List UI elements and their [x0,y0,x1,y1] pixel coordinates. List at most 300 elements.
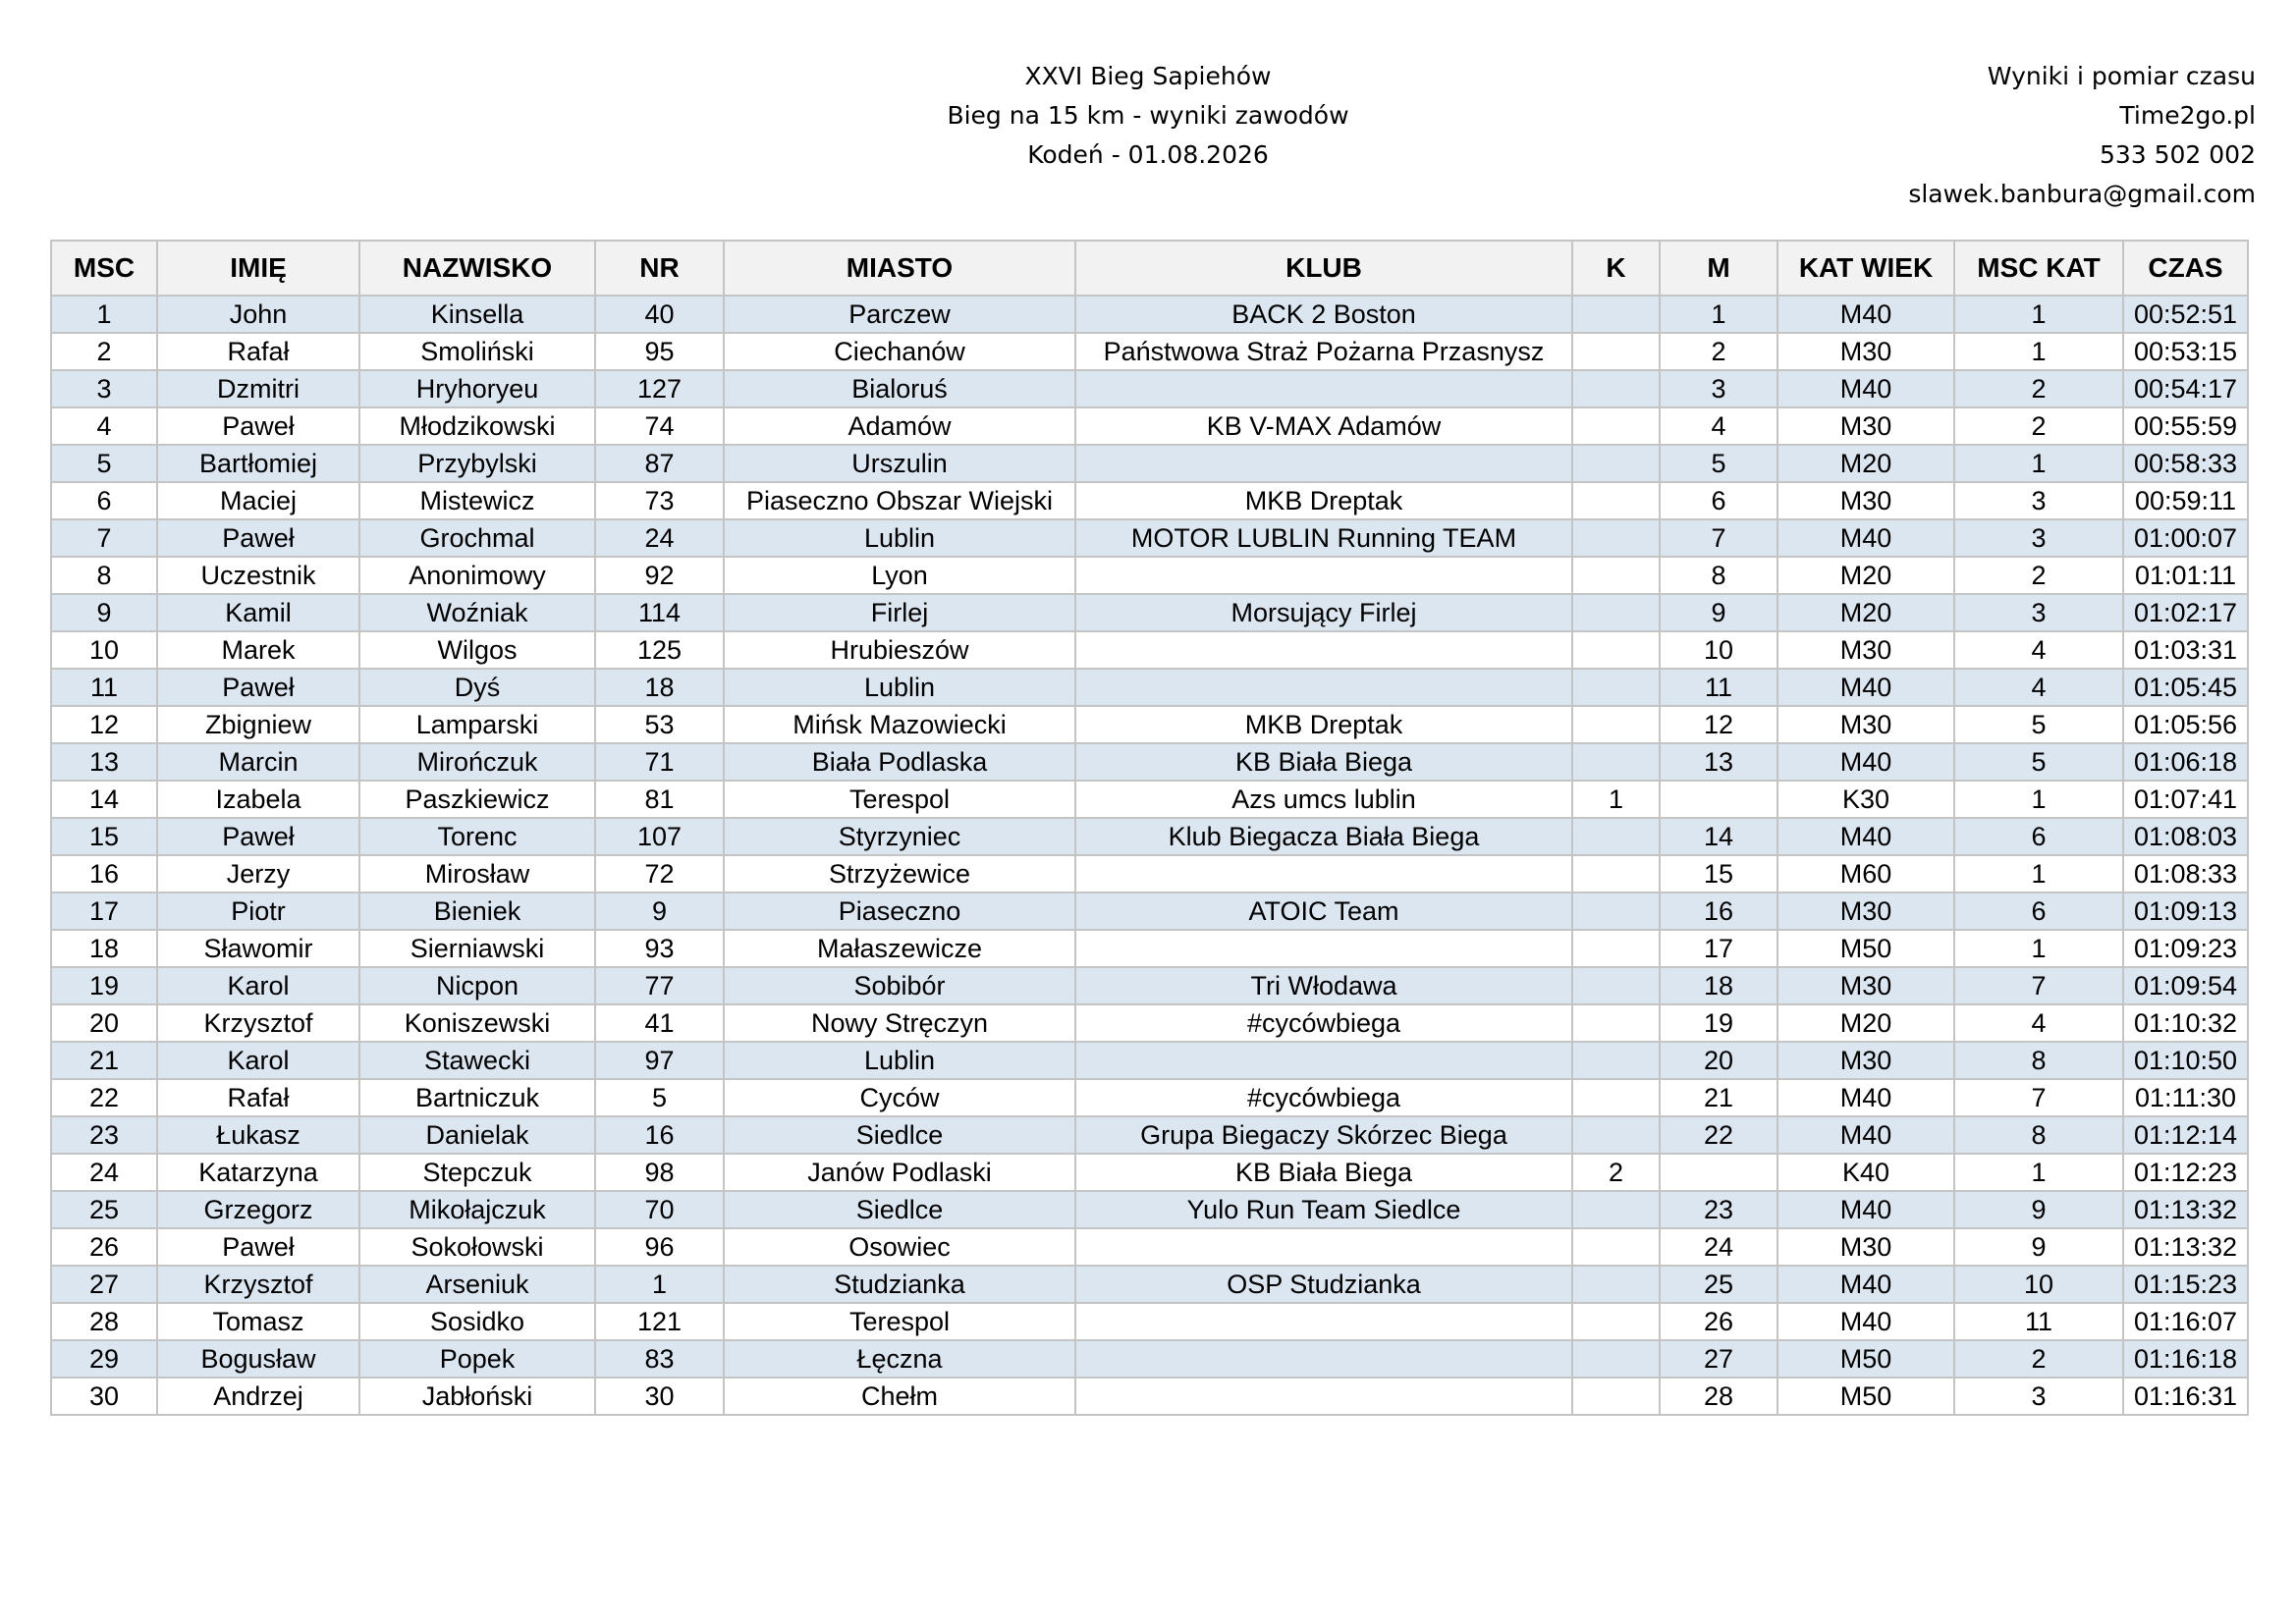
cell-k [1572,594,1660,631]
cell-msc: 17 [51,893,157,930]
cell-miasto: Firlej [724,594,1075,631]
cell-imie: Maciej [157,482,359,519]
cell-k [1572,1116,1660,1154]
cell-nr: 16 [595,1116,724,1154]
cell-nazwisko: Popek [359,1340,595,1378]
table-row [51,893,2248,930]
cell-czas: 01:16:18 [2123,1340,2248,1378]
cell-nazwisko: Wilgos [359,631,595,669]
cell-czas: 01:05:56 [2123,706,2248,743]
cell-k [1572,482,1660,519]
cell-msc: 28 [51,1303,157,1340]
cell-msc: 24 [51,1154,157,1191]
cell-czas: 01:02:17 [2123,594,2248,631]
cell-kat-wiek: M30 [1777,1228,1954,1266]
cell-czas: 00:59:11 [2123,482,2248,519]
cell-msc: 11 [51,669,157,706]
cell-nr: 98 [595,1154,724,1191]
cell-nr: 74 [595,407,724,445]
cell-klub: MOTOR LUBLIN Running TEAM [1075,519,1572,557]
cell-msc-kat: 9 [1954,1191,2123,1228]
cell-imie: Rafał [157,1079,359,1116]
cell-msc: 16 [51,855,157,893]
cell-czas: 01:01:11 [2123,557,2248,594]
cell-kat-wiek: M60 [1777,855,1954,893]
col-k: K [1572,241,1660,296]
cell-m [1660,1154,1777,1191]
cell-czas: 01:03:31 [2123,631,2248,669]
cell-msc-kat: 9 [1954,1228,2123,1266]
cell-nazwisko: Paszkiewicz [359,781,595,818]
cell-m: 27 [1660,1340,1777,1378]
cell-m: 15 [1660,855,1777,893]
table-row [51,519,2248,557]
cell-nazwisko: Dyś [359,669,595,706]
event-location-date: Kodeń - 01.08.2026 [1027,140,1269,169]
cell-msc-kat: 2 [1954,370,2123,407]
cell-nr: 53 [595,706,724,743]
cell-miasto: Studzianka [724,1266,1075,1303]
cell-m: 25 [1660,1266,1777,1303]
cell-nr: 121 [595,1303,724,1340]
cell-klub: Azs umcs lublin [1075,781,1572,818]
table-row [51,1116,2248,1154]
col-msc: MSC [51,241,157,296]
cell-kat-wiek: M30 [1777,333,1954,370]
cell-nr: 87 [595,445,724,482]
cell-m: 20 [1660,1042,1777,1079]
cell-nr: 92 [595,557,724,594]
cell-m: 23 [1660,1191,1777,1228]
cell-kat-wiek: M50 [1777,1378,1954,1415]
cell-msc-kat: 3 [1954,1378,2123,1415]
cell-czas: 01:10:50 [2123,1042,2248,1079]
table-row [51,1228,2248,1266]
cell-m: 10 [1660,631,1777,669]
cell-k [1572,445,1660,482]
cell-miasto: Mińsk Mazowiecki [724,706,1075,743]
cell-klub [1075,631,1572,669]
cell-msc: 22 [51,1079,157,1116]
cell-m: 28 [1660,1378,1777,1415]
cell-kat-wiek: M20 [1777,1004,1954,1042]
cell-k: 2 [1572,1154,1660,1191]
cell-nazwisko: Stawecki [359,1042,595,1079]
cell-czas: 01:16:31 [2123,1378,2248,1415]
cell-klub [1075,1042,1572,1079]
cell-kat-wiek: M50 [1777,930,1954,967]
cell-klub [1075,445,1572,482]
cell-msc: 5 [51,445,157,482]
cell-nazwisko: Anonimowy [359,557,595,594]
table-row [51,482,2248,519]
cell-kat-wiek: M20 [1777,557,1954,594]
cell-nr: 18 [595,669,724,706]
cell-klub: ATOIC Team [1075,893,1572,930]
col-msc-kat: MSC KAT [1954,241,2123,296]
cell-nazwisko: Mistewicz [359,482,595,519]
cell-m: 2 [1660,333,1777,370]
cell-miasto: Urszulin [724,445,1075,482]
cell-k [1572,818,1660,855]
table-row [51,1266,2248,1303]
cell-klub: KB Biała Biega [1075,1154,1572,1191]
cell-imie: Paweł [157,1228,359,1266]
cell-m: 12 [1660,706,1777,743]
cell-imie: Izabela [157,781,359,818]
cell-msc: 21 [51,1042,157,1079]
cell-miasto: Piaseczno [724,893,1075,930]
cell-k [1572,407,1660,445]
cell-msc: 20 [51,1004,157,1042]
cell-nr: 83 [595,1340,724,1378]
cell-nazwisko: Przybylski [359,445,595,482]
cell-nr: 114 [595,594,724,631]
table-row [51,967,2248,1004]
cell-msc: 1 [51,296,157,333]
cell-nazwisko: Grochmal [359,519,595,557]
cell-k [1572,893,1660,930]
cell-nazwisko: Sosidko [359,1303,595,1340]
cell-msc-kat: 7 [1954,1079,2123,1116]
cell-miasto: Parczew [724,296,1075,333]
cell-k [1572,1378,1660,1415]
cell-imie: Tomasz [157,1303,359,1340]
cell-miasto: Janów Podlaski [724,1154,1075,1191]
cell-czas: 00:55:59 [2123,407,2248,445]
cell-miasto: Siedlce [724,1116,1075,1154]
cell-nr: 40 [595,296,724,333]
cell-czas: 00:52:51 [2123,296,2248,333]
cell-czas: 00:53:15 [2123,333,2248,370]
cell-msc-kat: 10 [1954,1266,2123,1303]
cell-k [1572,1266,1660,1303]
cell-miasto: Bialoruś [724,370,1075,407]
cell-klub [1075,1228,1572,1266]
cell-nr: 72 [595,855,724,893]
cell-k: 1 [1572,781,1660,818]
cell-msc-kat: 2 [1954,407,2123,445]
cell-miasto: Lyon [724,557,1075,594]
cell-imie: Krzysztof [157,1004,359,1042]
cell-k [1572,1004,1660,1042]
cell-msc-kat: 4 [1954,669,2123,706]
cell-nazwisko: Hryhoryeu [359,370,595,407]
cell-m: 13 [1660,743,1777,781]
cell-nazwisko: Koniszewski [359,1004,595,1042]
cell-imie: Paweł [157,407,359,445]
event-subtitle: Bieg na 15 km - wyniki zawodów [947,101,1349,130]
col-klub: KLUB [1075,241,1572,296]
cell-m: 3 [1660,370,1777,407]
cell-msc-kat: 4 [1954,631,2123,669]
cell-klub: Klub Biegacza Biała Biega [1075,818,1572,855]
cell-m: 26 [1660,1303,1777,1340]
cell-czas: 00:54:17 [2123,370,2248,407]
cell-m: 24 [1660,1228,1777,1266]
cell-miasto: Terespol [724,1303,1075,1340]
cell-msc-kat: 8 [1954,1042,2123,1079]
cell-czas: 01:11:30 [2123,1079,2248,1116]
cell-msc-kat: 1 [1954,930,2123,967]
cell-kat-wiek: M30 [1777,893,1954,930]
table-row [51,669,2248,706]
cell-kat-wiek: M40 [1777,370,1954,407]
cell-kat-wiek: K40 [1777,1154,1954,1191]
cell-msc: 23 [51,1116,157,1154]
cell-msc: 4 [51,407,157,445]
cell-miasto: Osowiec [724,1228,1075,1266]
cell-nr: 71 [595,743,724,781]
table-row [51,1154,2248,1191]
cell-klub [1075,370,1572,407]
cell-czas: 01:09:23 [2123,930,2248,967]
header-row [51,241,2248,296]
cell-msc: 30 [51,1378,157,1415]
cell-msc: 2 [51,333,157,370]
cell-msc-kat: 6 [1954,893,2123,930]
cell-klub: BACK 2 Boston [1075,296,1572,333]
cell-imie: Zbigniew [157,706,359,743]
cell-miasto: Lublin [724,1042,1075,1079]
cell-msc-kat: 5 [1954,743,2123,781]
cell-klub: Państwowa Straż Pożarna Przasnysz [1075,333,1572,370]
cell-m: 16 [1660,893,1777,930]
cell-klub: #cycówbiega [1075,1079,1572,1116]
cell-kat-wiek: M40 [1777,1116,1954,1154]
table-row [51,1191,2248,1228]
cell-m: 8 [1660,557,1777,594]
cell-czas: 01:05:45 [2123,669,2248,706]
cell-czas: 01:09:13 [2123,893,2248,930]
col-imie: IMIĘ [157,241,359,296]
cell-msc: 27 [51,1266,157,1303]
table-row [51,333,2248,370]
cell-k [1572,1340,1660,1378]
cell-klub [1075,1378,1572,1415]
event-title: XXVI Bieg Sapiehów [1024,62,1272,90]
cell-imie: Łukasz [157,1116,359,1154]
cell-msc-kat: 1 [1954,855,2123,893]
cell-nr: 24 [595,519,724,557]
cell-nr: 5 [595,1079,724,1116]
cell-imie: Karol [157,1042,359,1079]
cell-imie: Marcin [157,743,359,781]
cell-nazwisko: Mirończuk [359,743,595,781]
cell-klub: #cycówbiega [1075,1004,1572,1042]
timing-company: Time2go.pl [2119,101,2256,130]
cell-k [1572,333,1660,370]
cell-kat-wiek: M30 [1777,1042,1954,1079]
cell-nazwisko: Torenc [359,818,595,855]
table-row [51,1340,2248,1378]
cell-m [1660,781,1777,818]
cell-czas: 01:08:03 [2123,818,2248,855]
cell-imie: Piotr [157,893,359,930]
cell-nr: 125 [595,631,724,669]
timing-phone: 533 502 002 [2099,140,2256,169]
cell-kat-wiek: M40 [1777,1079,1954,1116]
cell-msc: 10 [51,631,157,669]
cell-imie: Sławomir [157,930,359,967]
cell-nr: 107 [595,818,724,855]
cell-miasto: Nowy Stręczyn [724,1004,1075,1042]
col-nazwisko: NAZWISKO [359,241,595,296]
cell-czas: 01:10:32 [2123,1004,2248,1042]
cell-msc-kat: 1 [1954,781,2123,818]
cell-msc-kat: 1 [1954,333,2123,370]
cell-czas: 01:13:32 [2123,1191,2248,1228]
cell-imie: Jerzy [157,855,359,893]
cell-miasto: Hrubieszów [724,631,1075,669]
cell-m: 9 [1660,594,1777,631]
cell-klub [1075,669,1572,706]
cell-imie: Dzmitri [157,370,359,407]
cell-miasto: Biała Podlaska [724,743,1075,781]
cell-imie: Karol [157,967,359,1004]
cell-klub: MKB Dreptak [1075,706,1572,743]
cell-msc: 6 [51,482,157,519]
cell-nazwisko: Kinsella [359,296,595,333]
cell-k [1572,1079,1660,1116]
cell-msc-kat: 2 [1954,1340,2123,1378]
table-row [51,594,2248,631]
cell-msc-kat: 11 [1954,1303,2123,1340]
cell-m: 7 [1660,519,1777,557]
cell-nazwisko: Danielak [359,1116,595,1154]
cell-m: 4 [1660,407,1777,445]
cell-miasto: Lublin [724,519,1075,557]
cell-m: 5 [1660,445,1777,482]
cell-msc-kat: 4 [1954,1004,2123,1042]
cell-k [1572,967,1660,1004]
cell-msc: 18 [51,930,157,967]
cell-klub: MKB Dreptak [1075,482,1572,519]
cell-msc: 13 [51,743,157,781]
cell-nazwisko: Mirosław [359,855,595,893]
cell-nr: 77 [595,967,724,1004]
col-nr: NR [595,241,724,296]
cell-msc-kat: 8 [1954,1116,2123,1154]
cell-kat-wiek: M40 [1777,1266,1954,1303]
cell-kat-wiek: M20 [1777,594,1954,631]
cell-czas: 01:16:07 [2123,1303,2248,1340]
cell-czas: 01:13:32 [2123,1228,2248,1266]
cell-czas: 01:15:23 [2123,1266,2248,1303]
cell-kat-wiek: M40 [1777,1191,1954,1228]
table-row [51,818,2248,855]
cell-imie: Rafał [157,333,359,370]
cell-k [1572,669,1660,706]
cell-miasto: Strzyżewice [724,855,1075,893]
cell-nazwisko: Młodzikowski [359,407,595,445]
cell-k [1572,855,1660,893]
cell-czas: 01:07:41 [2123,781,2248,818]
cell-m: 21 [1660,1079,1777,1116]
cell-msc-kat: 1 [1954,445,2123,482]
cell-miasto: Terespol [724,781,1075,818]
table-row [51,781,2248,818]
cell-msc: 8 [51,557,157,594]
cell-nazwisko: Nicpon [359,967,595,1004]
cell-k [1572,557,1660,594]
cell-czas: 00:58:33 [2123,445,2248,482]
cell-k [1572,519,1660,557]
cell-kat-wiek: M30 [1777,407,1954,445]
cell-m: 19 [1660,1004,1777,1042]
cell-kat-wiek: K30 [1777,781,1954,818]
col-miasto: MIASTO [724,241,1075,296]
cell-kat-wiek: M30 [1777,967,1954,1004]
cell-imie: Katarzyna [157,1154,359,1191]
cell-imie: Grzegorz [157,1191,359,1228]
cell-msc-kat: 1 [1954,296,2123,333]
cell-miasto: Cyców [724,1079,1075,1116]
cell-kat-wiek: M30 [1777,482,1954,519]
cell-czas: 01:06:18 [2123,743,2248,781]
table-row [51,1042,2248,1079]
col-m: M [1660,241,1777,296]
cell-kat-wiek: M30 [1777,706,1954,743]
cell-nazwisko: Sokołowski [359,1228,595,1266]
table-row [51,631,2248,669]
cell-nazwisko: Arseniuk [359,1266,595,1303]
cell-kat-wiek: M40 [1777,743,1954,781]
table-row [51,930,2248,967]
cell-m: 11 [1660,669,1777,706]
cell-nazwisko: Lamparski [359,706,595,743]
cell-msc-kat: 1 [1954,1154,2123,1191]
cell-nazwisko: Mikołajczuk [359,1191,595,1228]
cell-kat-wiek: M40 [1777,519,1954,557]
cell-miasto: Łęczna [724,1340,1075,1378]
cell-imie: Marek [157,631,359,669]
cell-msc: 15 [51,818,157,855]
cell-nr: 41 [595,1004,724,1042]
cell-kat-wiek: M50 [1777,1340,1954,1378]
cell-imie: Bartłomiej [157,445,359,482]
table-row [51,706,2248,743]
cell-m: 18 [1660,967,1777,1004]
cell-miasto: Lublin [724,669,1075,706]
timing-email: slawek.banbura@gmail.com [1908,180,2256,208]
table-row [51,370,2248,407]
cell-klub [1075,930,1572,967]
cell-msc: 9 [51,594,157,631]
col-kat-wiek: KAT WIEK [1777,241,1954,296]
cell-nazwisko: Bieniek [359,893,595,930]
cell-imie: Paweł [157,519,359,557]
cell-klub [1075,1303,1572,1340]
cell-msc-kat: 2 [1954,557,2123,594]
cell-msc: 12 [51,706,157,743]
cell-nazwisko: Woźniak [359,594,595,631]
table-row [51,855,2248,893]
cell-k [1572,930,1660,967]
cell-nr: 9 [595,893,724,930]
cell-miasto: Sobibór [724,967,1075,1004]
cell-klub [1075,1340,1572,1378]
cell-nazwisko: Smoliński [359,333,595,370]
cell-nazwisko: Bartniczuk [359,1079,595,1116]
cell-msc: 7 [51,519,157,557]
table-row [51,557,2248,594]
cell-msc-kat: 6 [1954,818,2123,855]
cell-czas: 01:12:23 [2123,1154,2248,1191]
cell-klub: Tri Włodawa [1075,967,1572,1004]
cell-msc-kat: 3 [1954,482,2123,519]
cell-czas: 01:08:33 [2123,855,2248,893]
